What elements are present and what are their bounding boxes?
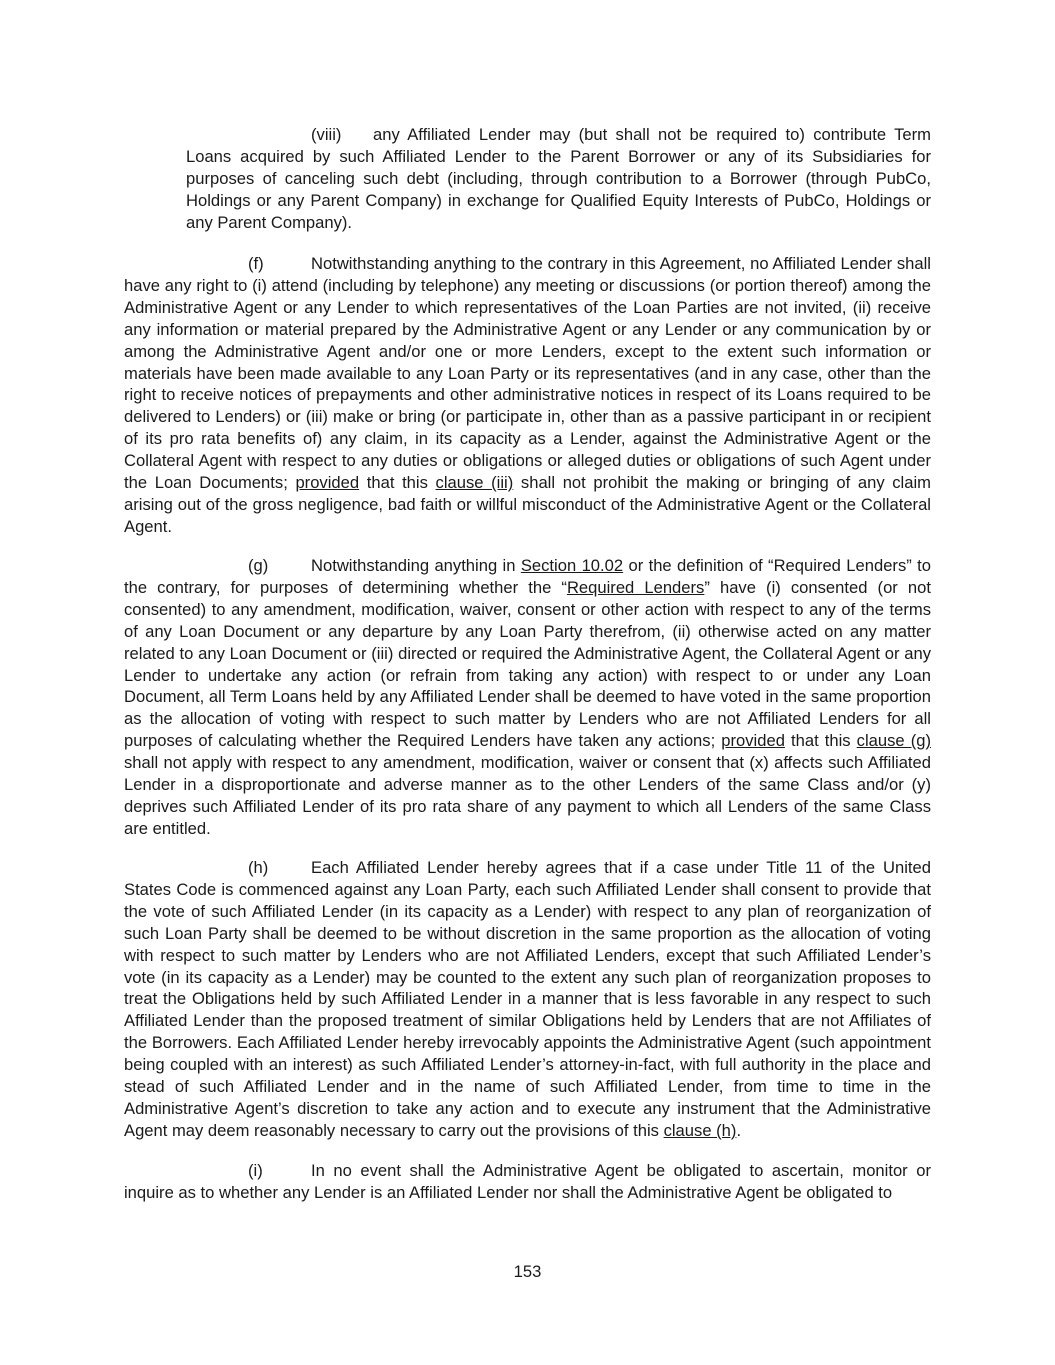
provided-term: provided xyxy=(295,473,360,493)
paragraph-text: that this xyxy=(784,731,857,751)
paragraph-text: any Affiliated Lender may (but shall not be required to) contribute Term Loans acquired by such Affiliated Lender to the Parent Borrower or any of its Subsidiaries for purposes of canceling such debt (including, through contribution to a Borrower (through PubCo, Holdings or any Parent Company) in exchange for Qualified Equity Interests of PubCo, Holdings or any Parent Company). xyxy=(186,125,931,232)
paragraph-text: that this xyxy=(359,473,436,493)
paragraph-label: (h) xyxy=(248,858,269,877)
paragraph-text: or the definition of “Required Lenders” to the contrary, for purposes of determining whether the “ xyxy=(124,556,931,597)
paragraph-text: shall not apply with respect to any amendment, modification, waiver or consent that (x) affects such Affiliated Lender in a disproportionate and adverse manner as to the other Lenders of the same Class and/or (y) deprives such Affiliated Lender of its pro rata share of any payment to which all Lenders of the same Class are entitled. xyxy=(124,753,931,838)
paragraph-text: Each Affiliated Lender hereby agrees that if a case under Title 11 of the United States Code is commenced against any Loan Party, each such Affiliated Lender shall consent to provide that the vote of such Affiliated Lender (in its capacity as a Lender) with respect to any plan of reorganization of such Loan Party shall be deemed to be without discretion in the same proportion as the allocation of voting with respect to such matter by Lenders who are not Affiliated Lenders, except that such Affiliated Lender’s vote (in its capacity as a Lender) may be counted to the extent any such plan of reorganization proposes to treat the Obligations held by such Affiliated Lender in a manner that is less favorable in any respect to such Affiliated Lender than the proposed treatment of similar Obligations held by Lenders that are not Affiliates of the Borrowers. Each Affiliated Lender hereby irrevocably appoints the Administrative Agent (such appointment being coupled with an interest) as such Affiliated Lender’s attorney-in-fact, with full authority in the place and stead of such Affiliated Lender and in the name of such Affiliated Lender, from time to time in the Administrative Agent’s discretion to take any action and to execute any instrument that the Administrative Agent may deem reasonably necessary to carry out the provisions of this xyxy=(124,858,931,1140)
clause-reference: clause (h) xyxy=(663,1120,737,1140)
paragraph-text: Notwithstanding anything to the contrary in this Agreement, no Affiliated Lender shall have any right to (i) attend (including by telephone) any meeting or discussions (or portion thereof) among the Administrative Agent or any Lender to which representatives of the Loan Parties are not invited, (ii) receive any information or material prepared by the Administrative Agent or any Lender or any communication by or among the Administrative Agent and/or one or more Lenders, except to the extent such information or materials have been made available to any Loan Party or its representatives (and in any case, other than the right to receive notices of prepayments and other administrative notices in respect of its Loans required to be delivered to Lenders) or (iii) make or bring (or participate in, other than as a passive participant in or recipient of its pro rata benefits of) any claim, in its capacity as a Lender, against the Administrative Agent or the Collateral Agent with respect to any duties or obligations or alleged duties or obligations of such Agent under the Loan Documents; xyxy=(124,254,931,493)
paragraph-text: ” have (i) consented (or not consented) to any amendment, modification, waiver, consent or other action with respect to any of the terms of any Loan Document or any departure by any Loan Party therefrom, (ii) otherwise acted on any matter related to any Loan Document or (iii) directed or required the Administrative Agent, the Collateral Agent or any Lender to undertake any action (or refrain from taking any action) with respect to or under any Loan Document, all Term Loans held by any Affiliated Lender shall be deemed to have voted in the same proportion as the allocation of voting with respect to such matter by Lenders who are not Affiliated Lenders for all purposes of calculating whether the Required Lenders have taken any actions; xyxy=(124,577,931,751)
provided-term: provided xyxy=(721,731,785,751)
clause-reference: clause (iii) xyxy=(435,473,514,493)
paragraph-label: (i) xyxy=(248,1161,263,1180)
paragraph-h xyxy=(124,857,931,1142)
paragraph-text: In no event shall the Administrative Agent be obligated to ascertain, monitor or inquire as to whether any Lender is an Affiliated Lender nor shall the Administrative Agent be obligated to xyxy=(124,1161,931,1202)
paragraph-text: Notwithstanding anything in xyxy=(311,556,521,575)
paragraph-text: shall not prohibit the making or bringing of any claim arising out of the gross negligence, bad faith or willful misconduct of the Administrative Agent or the Collateral Agent. xyxy=(124,473,931,536)
paragraph-g xyxy=(124,555,931,840)
clause-reference: clause (g) xyxy=(856,731,931,751)
defined-term: Required Lenders xyxy=(566,577,705,597)
paragraph-viii xyxy=(186,124,931,234)
paragraph-label: (f) xyxy=(248,254,264,273)
paragraph-f xyxy=(124,253,931,538)
paragraph-label: (viii) xyxy=(311,125,342,144)
paragraph-text: . xyxy=(736,1120,742,1140)
page-number: 153 xyxy=(513,1262,542,1281)
paragraph-label: (g) xyxy=(248,556,269,575)
paragraph-i xyxy=(124,1160,931,1204)
section-reference: Section 10.02 xyxy=(520,556,624,575)
